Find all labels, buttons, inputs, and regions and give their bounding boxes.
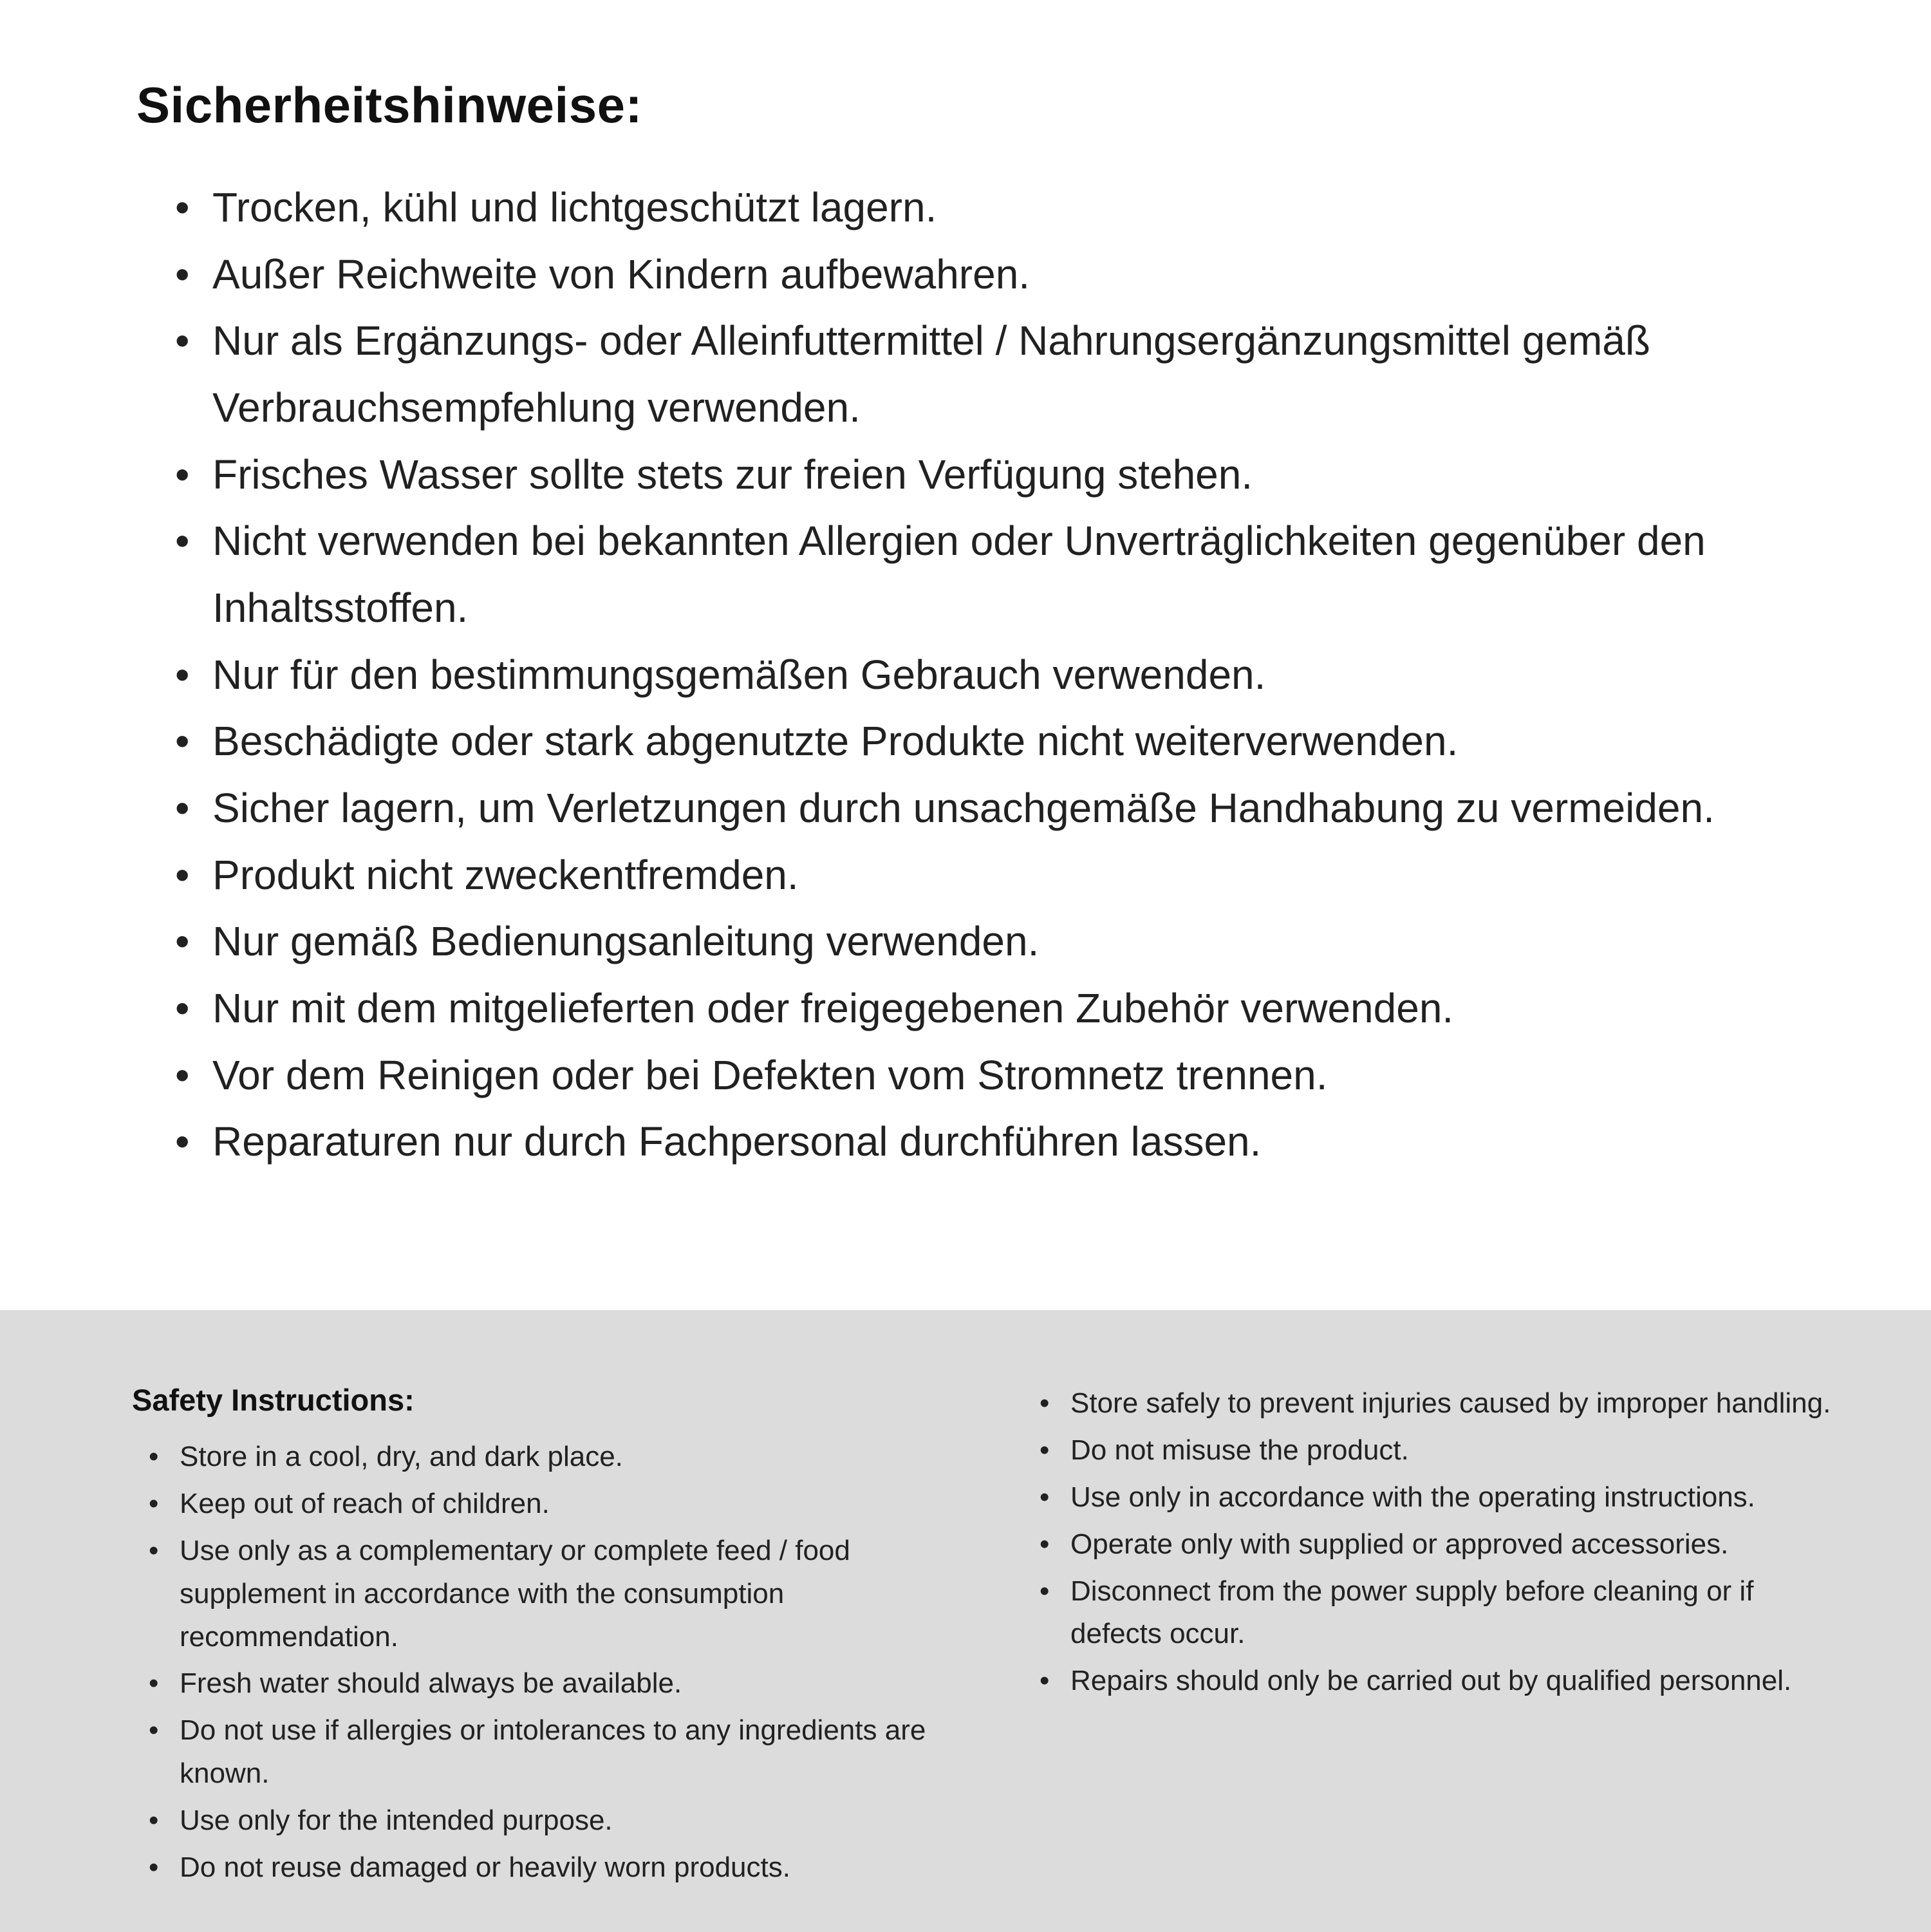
bullet-item: • Trocken, kühl und lichtgeschützt lagern. [175, 174, 1797, 241]
bullet-item: • Fresh water should always be available. [149, 1662, 994, 1705]
bullet-item: • Außer Reichweite von Kindern aufbewahren. [175, 241, 1797, 308]
english-left-column [132, 1382, 994, 1893]
bullet-item: • Do not use if allergies or intolerances to any ingredients are known. [149, 1709, 994, 1796]
bullet-item: • Do not misuse the product. [1040, 1429, 1841, 1472]
english-section-title: Safety Instructions: [132, 1383, 415, 1417]
english-bullet-list-right [1040, 1382, 1841, 1703]
bullet-item: • Sicher lagern, um Verletzungen durch unsachgemäße Handhabung zu vermeiden. [175, 775, 1797, 842]
bullet-item: • Use only as a complementary or complete feed / food supplement in accordance with the consumption recommendation. [149, 1530, 994, 1659]
german-bullet-list [175, 174, 1797, 1176]
english-right-column [1040, 1382, 1841, 1707]
bullet-item: • Repairs should only be carried out by qualified personnel. [1040, 1660, 1841, 1703]
english-section [0, 1310, 1931, 1932]
bullet-item: • Produkt nicht zweckentfremden. [175, 842, 1797, 909]
bullet-item: • Operate only with supplied or approved accessories. [1040, 1523, 1841, 1566]
bullet-item: • Use only in accordance with the operating instructions. [1040, 1476, 1841, 1519]
bullet-item: • Nur für den bestimmungsgemäßen Gebrauch verwenden. [175, 642, 1797, 709]
bullet-item: • Keep out of reach of children. [149, 1483, 994, 1526]
bullet-item: • Nicht verwenden bei bekannten Allergien oder Unverträglichkeiten gegenüber den Inhaltsstoffen. [175, 508, 1797, 641]
bullet-item: • Store safely to prevent injuries caused by improper handling. [1040, 1382, 1841, 1425]
bullet-item: • Do not reuse damaged or heavily worn products. [149, 1846, 994, 1890]
english-bullet-list-left [149, 1436, 994, 1890]
bullet-item: • Nur mit dem mitgelieferten oder freigegebenen Zubehör verwenden. [175, 975, 1797, 1042]
german-section-title: Sicherheitshinweise: [136, 77, 642, 133]
bullet-item: • Disconnect from the power supply before cleaning or if defects occur. [1040, 1570, 1841, 1656]
bullet-item: • Reparaturen nur durch Fachpersonal durchführen lassen. [175, 1109, 1797, 1176]
bullet-item: • Nur gemäß Bedienungsanleitung verwenden. [175, 908, 1797, 975]
bullet-item: • Use only for the intended purpose. [149, 1799, 994, 1843]
bullet-item: • Beschädigte oder stark abgenutzte Produkte nicht weiterverwenden. [175, 708, 1797, 775]
bullet-item: • Vor dem Reinigen oder bei Defekten vom Stromnetz trennen. [175, 1042, 1797, 1109]
bullet-item: • Frisches Wasser sollte stets zur freien Verfügung stehen. [175, 442, 1797, 509]
bullet-item: • Store in a cool, dry, and dark place. [149, 1436, 994, 1479]
bullet-item: • Nur als Ergänzungs- oder Alleinfuttermittel / Nahrungsergänzungsmittel gemäß Verbrauchsempfehlung verwenden. [175, 308, 1797, 441]
